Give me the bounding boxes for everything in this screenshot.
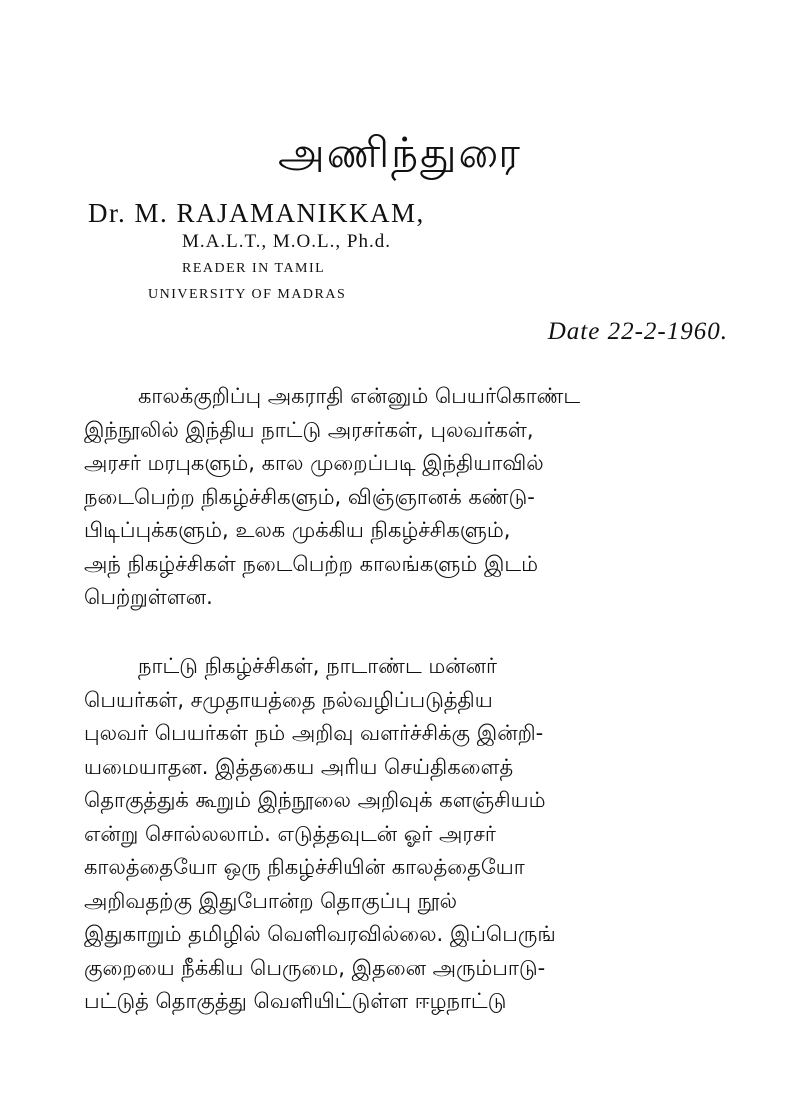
paragraph-line: பட்டுத் தொகுத்து வெளியிட்டுள்ள ஈழநாட்டு (84, 989, 507, 1013)
author-position: READER IN TAMIL (182, 261, 326, 276)
paragraph-line: என்று சொல்லலாம். எடுத்தவுடன் ஓர் அரசர் (84, 821, 496, 846)
paragraph-line: அந் நிகழ்ச்சிகள் நடைபெற்ற காலங்களும் இடம் (84, 551, 539, 576)
paragraph-line: நடைபெற்ற நிகழ்ச்சிகளும், விஞ்ஞானக் கண்டு- (84, 484, 535, 509)
paragraph-2 (84, 650, 720, 1019)
paragraph-line: நாட்டு நிகழ்ச்சிகள், நாடாண்ட மன்னர் (138, 654, 497, 678)
author-name: Dr. M. RAJAMANIKKAM, (88, 198, 425, 228)
paragraph-line: பெயர்கள், சமுதாயத்தை நல்வழிப்படுத்திய (84, 687, 493, 712)
paragraph-line: இதுகாறும் தமிழில் வெளிவரவில்லை. இப்பெருங் (84, 922, 556, 946)
paragraph-line: பிடிப்புக்களும், உலக முக்கிய நிகழ்ச்சிகளும், (84, 518, 511, 542)
author-university: UNIVERSITY OF MADRAS (148, 287, 347, 302)
document-heading: அணிந்துரை (278, 128, 522, 177)
paragraph-line: அறிவதற்கு இதுபோன்ற தொகுப்பு நூல் (84, 888, 458, 913)
paragraph-line: தொகுத்துக் கூறும் இந்நூலை அறிவுக் களஞ்சியம் (84, 788, 546, 812)
paragraph-line: குறையை நீக்கிய பெருமை, இதனை அரும்பாடு- (84, 955, 546, 980)
paragraph-line: காலக்குறிப்பு அகராதி என்னும் பெயர்கொண்ட (138, 384, 581, 408)
paragraph-line: புலவர் பெயர்கள் நம் அறிவு வளர்ச்சிக்கு இன்றி- (84, 721, 544, 745)
author-degrees: M.A.L.T., M.O.L., Ph.d. (182, 231, 391, 252)
paragraph-1 (84, 380, 720, 615)
paragraph-line: பெற்றுள்ளன. (84, 585, 213, 609)
paragraph-line: யமையாதன. இத்தகைய அரிய செய்திகளைத் (84, 754, 514, 779)
paragraph-line: காலத்தையோ ஒரு நிகழ்ச்சியின் காலத்தையோ (84, 855, 525, 879)
paragraph-line: இந்நூலில் இந்திய நாட்டு அரசர்கள், புலவர்கள், (84, 417, 534, 442)
paragraph-line: அரசர் மரபுகளும், கால முறைப்படி இந்தியாவில் (84, 451, 544, 475)
document-date: Date 22-2-1960. (547, 318, 728, 345)
